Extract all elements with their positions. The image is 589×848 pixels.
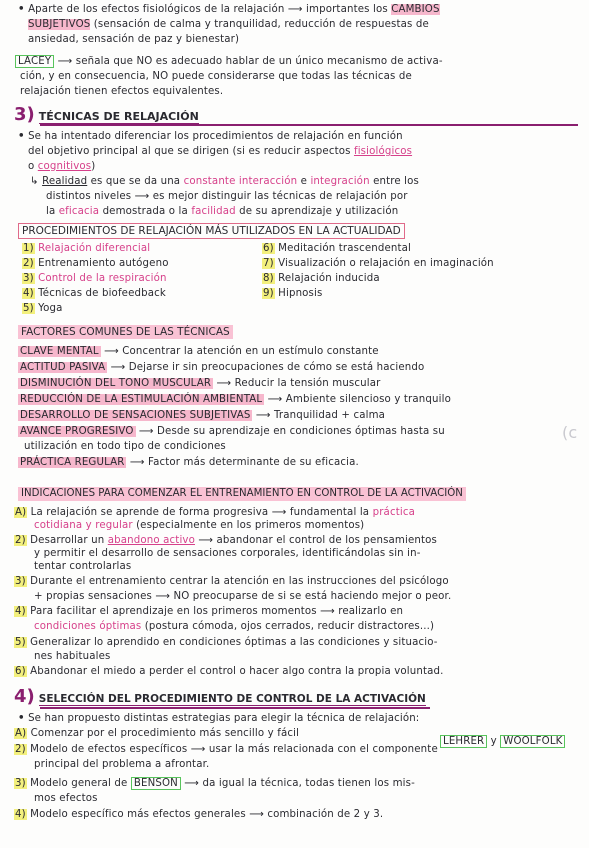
procedure-item: 2) Entrenamiento autógeno — [23, 258, 169, 269]
s4-intro: • Se han propuesto distintas estrategias para elegir la técnica de relajación: — [18, 713, 420, 724]
procedure-item: 9) Hipnosis — [263, 288, 323, 299]
factor-row: CLAVE MENTAL ⟶ Concentrar la atención en un estímulo constante — [20, 346, 379, 357]
indication-item-5-cont: nes habituales — [34, 651, 111, 662]
procedure-item: 8) Relajación inducida — [263, 273, 380, 284]
s3-line-2: del objetivo principal al que se dirigen (si es reducir aspectos fisiológicos — [28, 146, 413, 157]
indication-item-2: 2) Desarrollar un abandono activo ⟶ abandonar el control de los pensamientos — [15, 535, 437, 546]
model-item: 4) Modelo específico más efectos generales ⟶ combinación de 2 y 3. — [15, 809, 384, 820]
procedure-item: 1) Relajación diferencial — [23, 243, 151, 254]
indication-item-3: 3) Durante el entrenamiento centrar la atención en las instrucciones del psicólogo — [15, 576, 449, 587]
factors-header: FACTORES COMUNES DE LAS TÉCNICAS — [18, 325, 233, 339]
factor-row: DISMINUCIÓN DEL TONO MUSCULAR ⟶ Reducir la tensión muscular — [20, 378, 381, 389]
intro-line-6: relajación tienen efectos equivalentes. — [20, 86, 224, 97]
margin-mark: (c — [562, 423, 578, 442]
intro-line-2: SUBJETIVOS (sensación de calma y tranquilidad, reducción de respuestas de — [28, 19, 429, 30]
section-3-heading: 3) TÉCNICAS DE RELAJACIÓN — [14, 104, 199, 125]
indication-item-1: A) La relajación se aprende de forma progresiva ⟶ fundamental la práctica — [15, 507, 415, 518]
lacey-line: LACEY ⟶ señala que NO es adecuado hablar de un único mecanismo de activa- — [15, 55, 443, 68]
model-item-cont: mos efectos — [34, 793, 98, 804]
indication-item-5: 5) Generalizar lo aprendido en condiciones óptimas a las condiciones y situacio- — [15, 637, 438, 648]
s3-reality-3: la eficacia demostrada o la facilidad de su aprendizaje y utilización — [46, 206, 399, 217]
indication-item-1-cont: cotidiana y regular (especialmente en los primeros momentos) — [34, 520, 365, 531]
s3-line-3: o cognitivos) — [28, 161, 96, 172]
indication-item-2-cont: tentar controlarlas — [34, 561, 132, 572]
section-4-rule — [40, 707, 430, 709]
indications-header: INDICACIONES PARA COMENZAR EL ENTRENAMIENTO EN CONTROL DE LA ACTIVACIÓN — [18, 487, 466, 501]
indication-item-2-cont: y permitir el desarrollo de sensaciones corporales, identificándolas sin in- — [34, 548, 421, 559]
factor-row: ACTITUD PASIVA ⟶ Dejarse ir sin preocupaciones de cómo se está haciendo — [20, 362, 425, 373]
model-item-cont: principal del problema a afrontar. — [34, 759, 210, 770]
procedure-item: 4) Técnicas de biofeedback — [23, 288, 166, 299]
woolfolk-author-box: WOOLFOLK — [500, 735, 565, 748]
factor-row: PRÁCTICA REGULAR ⟶ Factor más determinante de su eficacia. — [20, 457, 359, 468]
authors-boxes: LEHRER y WOOLFOLK — [440, 735, 565, 748]
factor-row: AVANCE PROGRESIVO ⟶ Desde su aprendizaje en condiciones óptimas hasta su — [20, 426, 445, 437]
procedure-item: 3) Control de la respiración — [23, 273, 167, 284]
indication-item-3-cont: + propias sensaciones ⟶ NO preocuparse de si se está haciendo mejor o peor. — [34, 591, 452, 602]
factor-continuation: utilización en todo tipo de condiciones — [24, 441, 226, 452]
s3-line-1: • Se ha intentado diferenciar los procedimientos de relajación en función — [18, 131, 403, 142]
procedure-item: 6) Meditación trascendental — [263, 243, 412, 254]
procedure-item: 7) Visualización o relajación en imaginación — [263, 258, 494, 269]
s3-reality-1: ↳ Realidad es que se da una constante interacción e integración entre los — [30, 176, 419, 187]
model-item: 2) Modelo de efectos específicos ⟶ usar la más relacionada con el componente — [15, 744, 438, 755]
section-4-heading: 4) SELECCIÓN DEL PROCEDIMIENTO DE CONTROL DE LA ACTIVACIÓN — [14, 686, 426, 707]
indication-item-4-cont: condiciones óptimas (postura cómoda, ojos cerrados, reducir distractores...) — [34, 621, 435, 632]
section-3-rule — [40, 124, 578, 126]
procedure-item: 5) Yoga — [23, 303, 63, 314]
intro-line-1: • Aparte de los efectos fisiológicos de la relajación ⟶ importantes los CAMBIOS — [18, 4, 440, 15]
lacey-author-box: LACEY — [15, 55, 54, 68]
factor-row: DESARROLLO DE SENSACIONES SUBJETIVAS ⟶ Tranquilidad + calma — [20, 410, 386, 421]
procedures-header: PROCEDIMIENTOS DE RELAJACIÓN MÁS UTILIZADOS EN LA ACTUALIDAD — [18, 223, 405, 239]
intro-line-3: ansiedad, sensación de paz y bienestar) — [28, 34, 240, 45]
model-item: 3) Modelo general de BENSON ⟶ da igual la técnica, todas tienen los mis- — [15, 778, 415, 789]
factor-row: REDUCCIÓN DE LA ESTIMULACIÓN AMBIENTAL ⟶ Ambiente silencioso y tranquilo — [20, 394, 451, 405]
lehrer-author-box: LEHRER — [440, 735, 487, 748]
intro-line-5: ción, y en consecuencia, NO puede considerarse que todas las técnicas de — [20, 71, 412, 82]
benson-author-box: BENSON — [131, 777, 181, 790]
model-item: A) Comenzar por el procedimiento más sencillo y fácil — [15, 728, 300, 739]
s3-reality-2: distintos niveles ⟶ es mejor distinguir las técnicas de relajación por — [46, 191, 408, 202]
indication-item-4: 4) Para facilitar el aprendizaje en los primeros momentos ⟶ realizarlo en — [15, 606, 404, 617]
indication-item-6: 6) Abandonar el miedo a perder el control o hacer algo contra la propia voluntad. — [15, 666, 444, 677]
